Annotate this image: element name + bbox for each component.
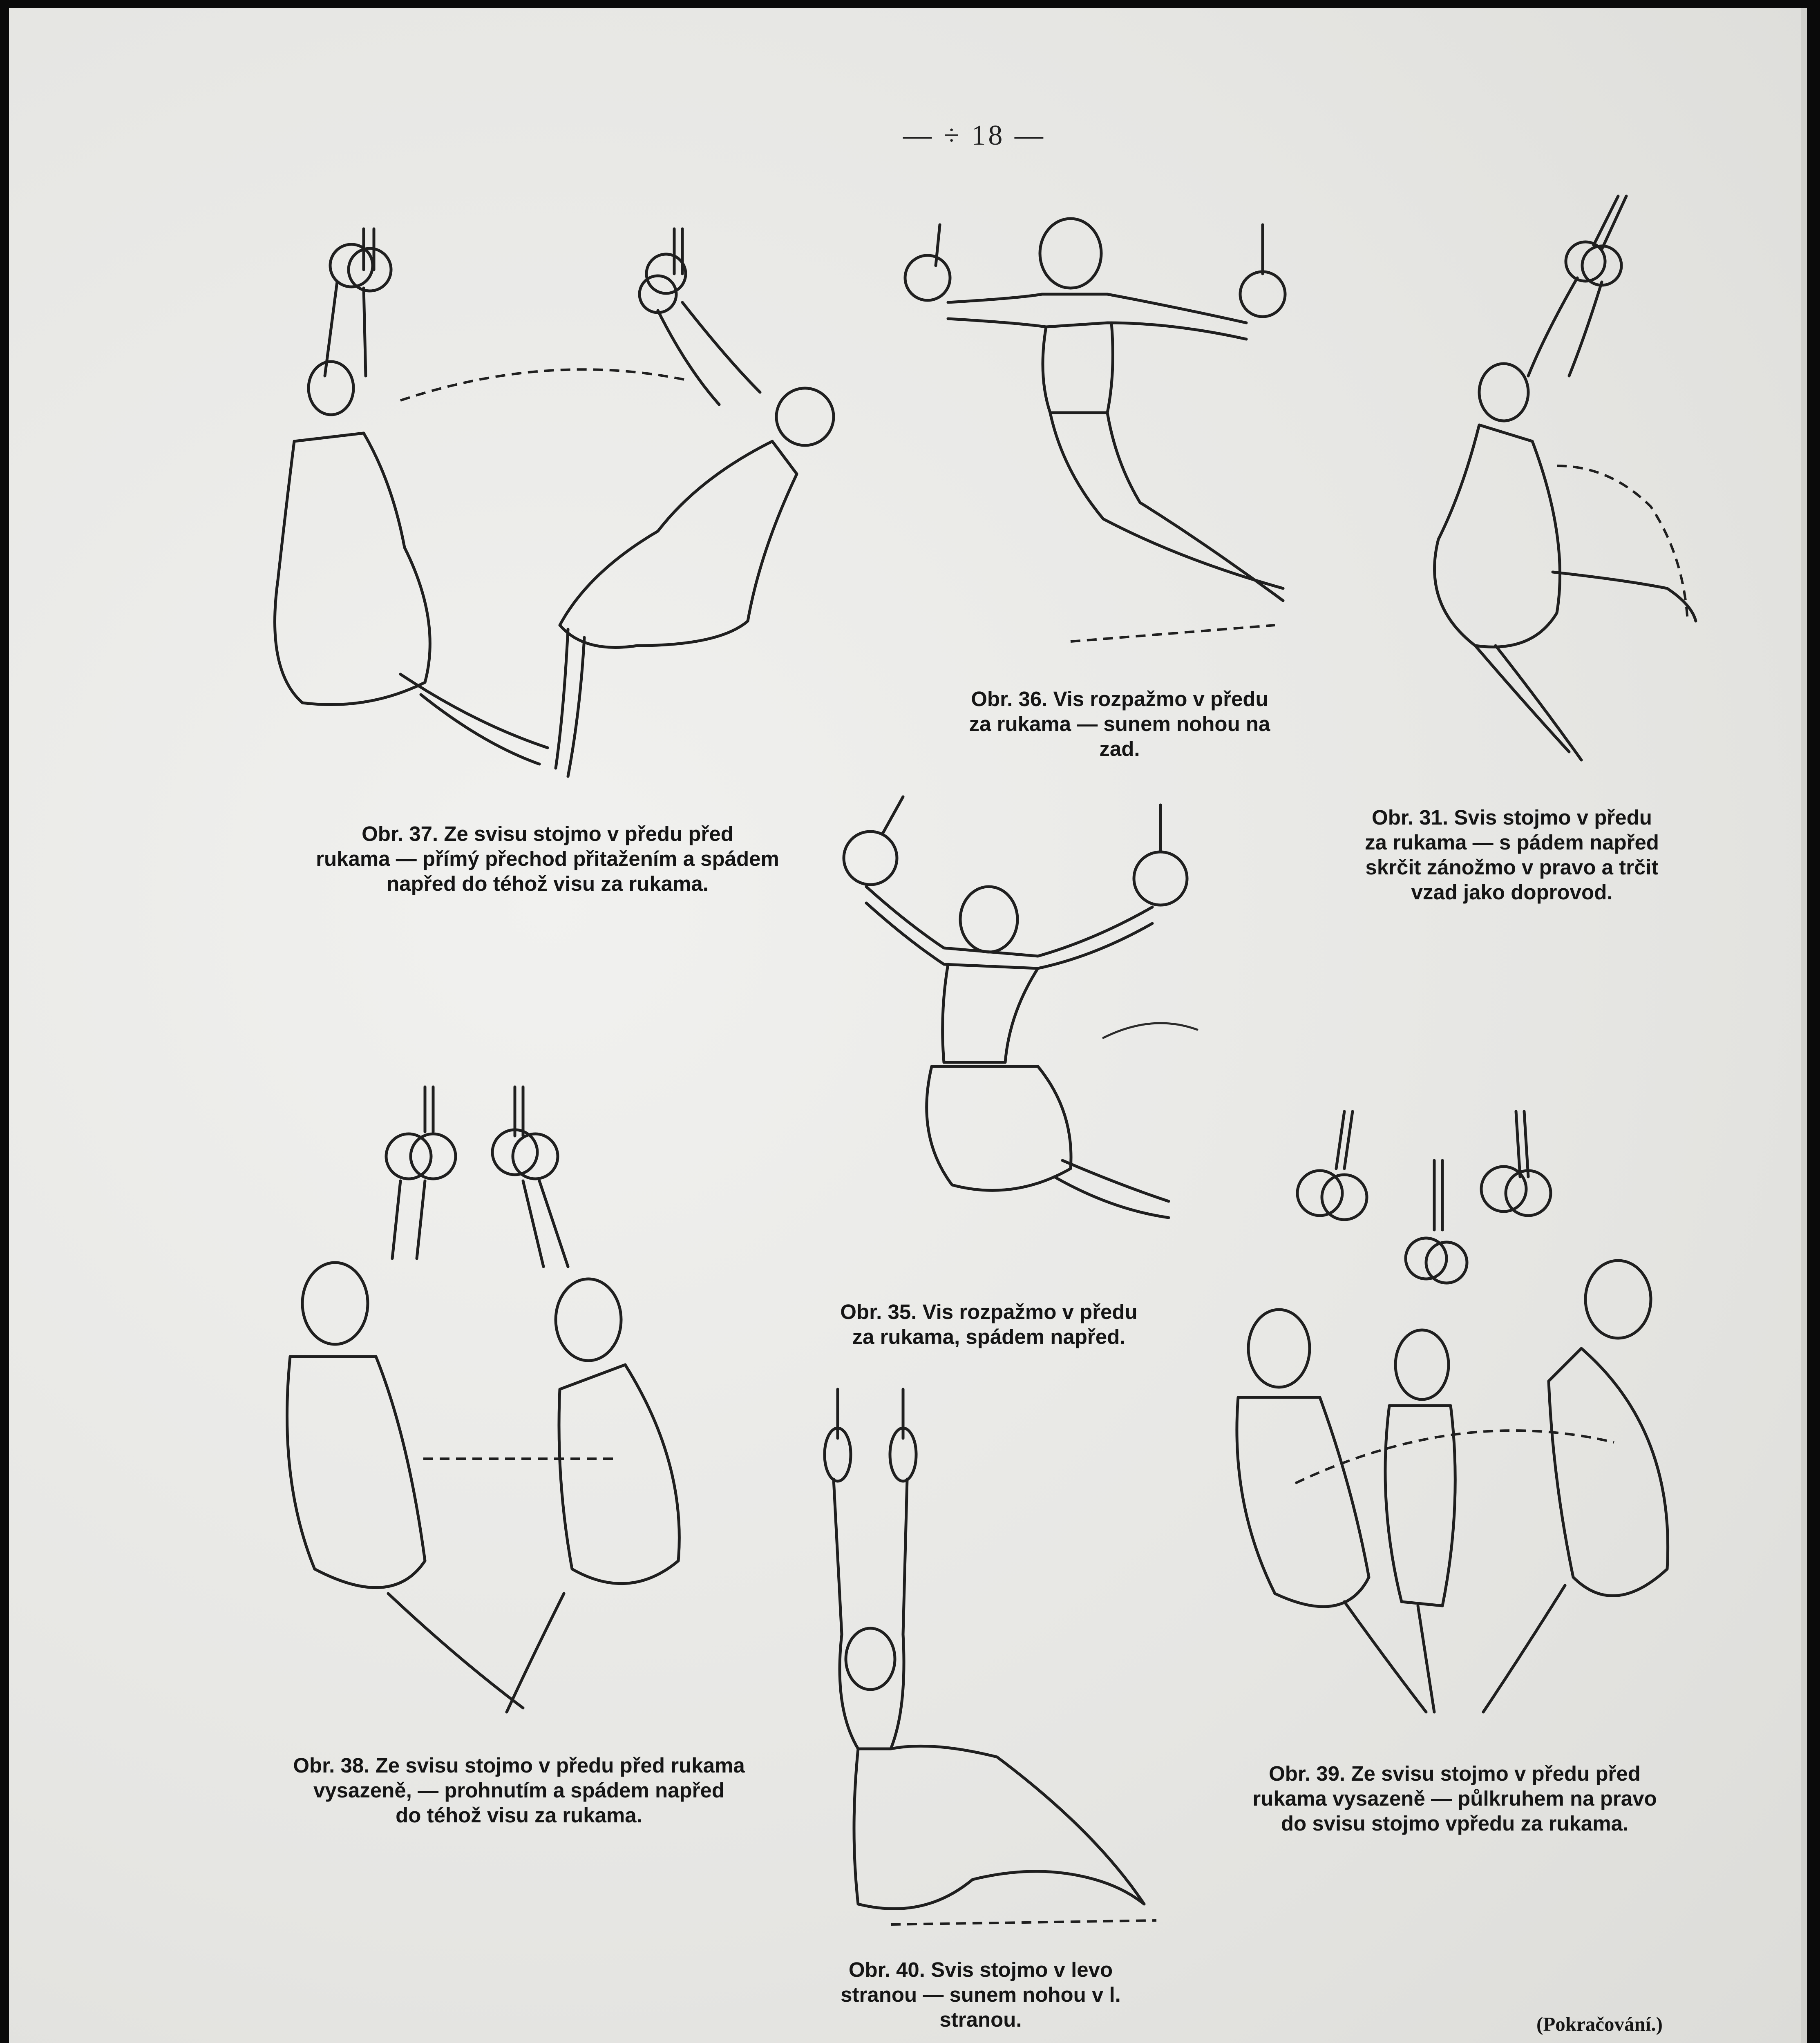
continuation-note: (Pokračování.) [1536, 2013, 1663, 2035]
gymnast-rings-side-illustration [809, 1381, 1193, 1953]
gymnast-rings-arch-illustration [245, 1071, 817, 1728]
figure-37-caption: Obr. 37. Ze svisu stojmo v předu před rukama — přímý přechod přitažením a spádem napřed do téhož visu za rukama. [316, 822, 779, 895]
figure-35-caption: Obr. 35. Vis rozpažmo v předu za rukama, spádem napřed. [840, 1300, 1138, 1348]
gymnast-rings-halfcircle-illustration [1214, 1095, 1712, 1741]
page-number: — ÷ 18 — [903, 120, 1046, 151]
figure-38-caption: Obr. 38. Ze svisu stojmo v předu před rukama vysazeně, — prohnutím a spádem napřed do téhož visu za rukama. [293, 1754, 745, 1827]
figure-31-caption: Obr. 31. Svis stojmo v předu za rukama — s pádem napřed skrčit zánožmo v pravo a trčit vzad jako doprovod. [1365, 806, 1659, 904]
gymnast-rings-leg-kick-illustration [1340, 180, 1724, 801]
figure-39-caption: Obr. 39. Ze svisu stojmo v předu před rukama vysazeně — půlkruhem na pravo do svisu stojmo vpředu za rukama. [1252, 1762, 1657, 1835]
figure-36-caption: Obr. 36. Vis rozpažmo v předu za rukama — sunem nohou na zad. [969, 687, 1270, 760]
page-edge [1801, 8, 1807, 2043]
gymnast-rings-forward-fall-illustration [809, 785, 1242, 1283]
figure-40-caption: Obr. 40. Svis stojmo v levo stranou — sunem nohou v l. stranou. [841, 1958, 1121, 2031]
gymnast-rings-cross-illustration [887, 200, 1344, 674]
gymnast-rings-swing-illustration [229, 212, 850, 793]
